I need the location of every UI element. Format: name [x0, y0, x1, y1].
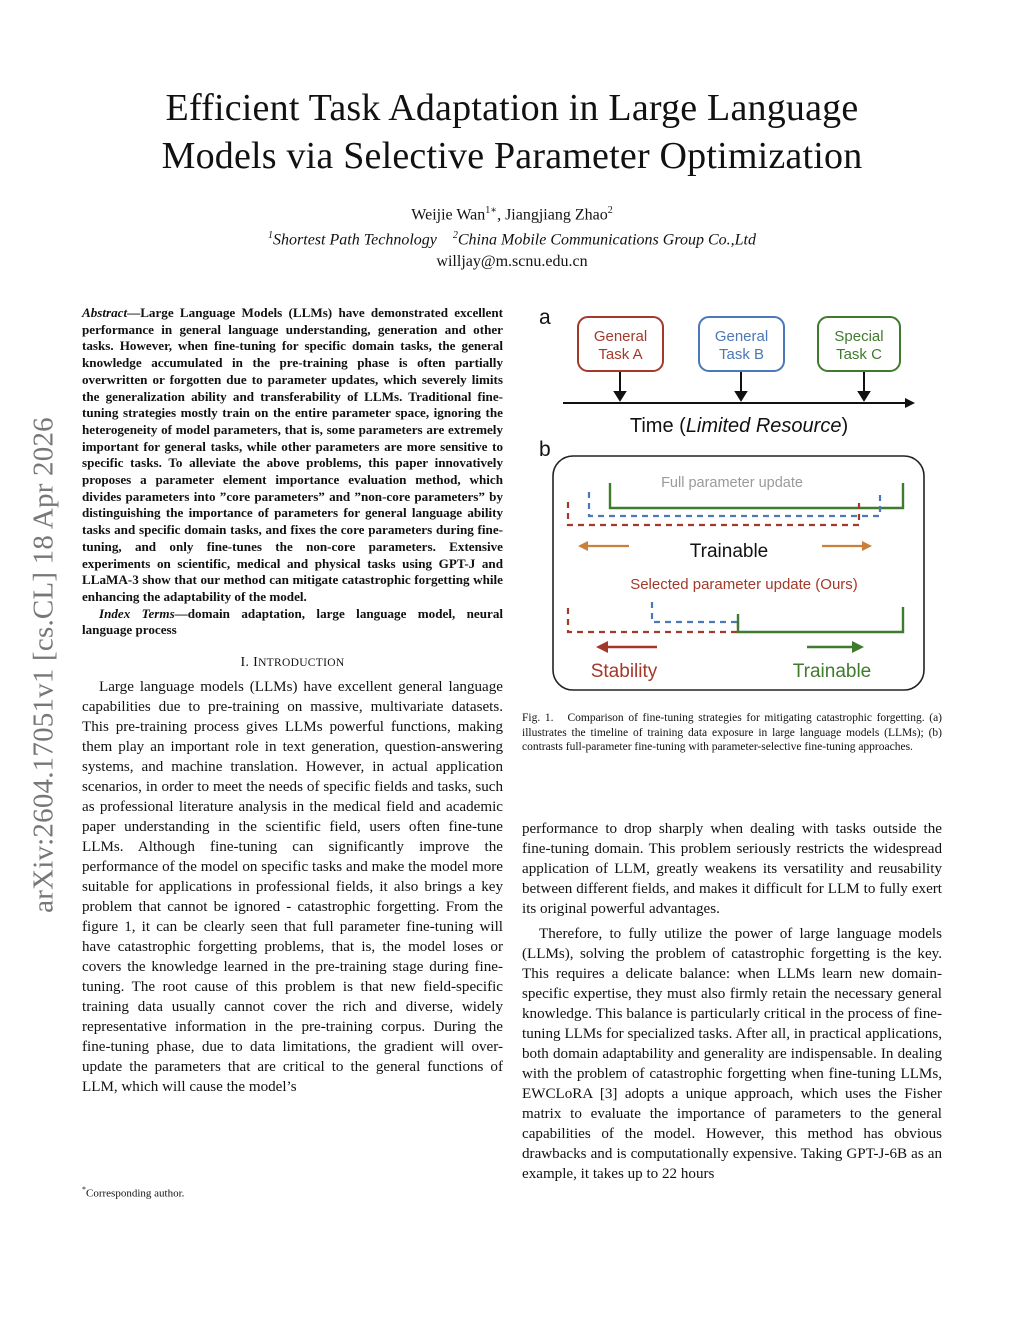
section-number: I. [240, 655, 254, 671]
affiliation-2: China Mobile Communications Group Co.,Ltd [457, 231, 756, 249]
panel-b-label: b [539, 438, 551, 461]
section-title-initial: I [253, 655, 259, 671]
affiliation-2-mark: 2 [452, 230, 458, 242]
figure-1-svg [522, 296, 942, 704]
author-2-mark: 2 [607, 205, 613, 216]
time-axis [563, 398, 915, 408]
arxiv-identifier-text: arXiv:2604.17051v1 [cs.CL] 18 Apr 2026 [27, 416, 60, 913]
paper-title [80, 84, 944, 180]
author-block [80, 200, 944, 272]
abstract [82, 305, 503, 606]
trainable-label-full: Trainable [689, 541, 769, 562]
timeline-down-arrows [615, 372, 869, 400]
footnote-mark: * [82, 1185, 86, 1194]
caption-text: Comparison of fine-tuning strategies for mitigating catastrophic forgetting. (a) illustrates the timeline of training data exposure in large language models (LLMs); (b) contrasts full-parameter fine-tuning with parameter-selective fine-tuning approaches. [522, 712, 942, 754]
section-title-rest: NTRODUCTION [258, 657, 345, 670]
caption-label: Fig. 1. [522, 712, 554, 724]
index-terms-lead: Index Terms [99, 605, 175, 621]
author-names [80, 200, 944, 225]
trainable-label-selected: Trainable [792, 661, 872, 682]
author-2: Jiangjiang Zhao [505, 206, 608, 224]
time-axis-label: Time (Limited Resource) [629, 415, 849, 437]
title-line-1: Efficient Task Adaptation in Large Language [165, 87, 859, 129]
section-heading-introduction [82, 655, 503, 671]
figure-caption [522, 711, 942, 755]
author-email: willjay@m.scnu.edu.cn [436, 252, 588, 270]
task-c-label-2: Task C [836, 346, 882, 363]
footnote-text: Corresponding author. [86, 1187, 185, 1200]
index-terms [82, 606, 503, 639]
right-column [522, 819, 942, 1184]
task-b-label-1: General [714, 328, 769, 345]
right-paragraph-1: performance to drop sharply when dealing with tasks outside the fine-tuning domain. This problem seriously restricts the widespread application of LLM, greatly weakens its versatility and reusability between different fields, and makes it difficult for LLM to fully exert its original powerful advantages. [522, 821, 942, 917]
task-a-label-1: General [593, 328, 648, 345]
title-line-2: Models via Selective Parameter Optimization [161, 135, 863, 177]
panel-b-frame [553, 456, 924, 690]
author-separator: , [497, 206, 506, 224]
author-1-mark: 1∗ [485, 205, 498, 216]
full-update-label: Full parameter update [661, 475, 803, 491]
selected-update-label: Selected parameter update (Ours) [630, 576, 858, 593]
abstract-lead: Abstract [82, 305, 128, 320]
right-paragraph-2: Therefore, to fully utilize the power of large language models (LLMs), solving the problem of catastrophic forgetting is the key. This requires a delicate balance: when LLMs learn new domain-specific expertise, they must also firmly retain the necessary general knowledge. This balance is particularly critical in the process of fine-tuning LLMs for specialized tasks. After all, in practical applications, both domain adaptability and generality are indispensable. In dealing with the problem of catastrophic forgetting when fine-tuning LLMs, EWCLoRA [3] adopts a unique approach, which uses the Fisher matrix to evaluate the importance of parameters to the general capabilities of the model. However, this method has obvious drawbacks and is computationally expensive. Taking GPT-J-6B as an example, it takes up to 22 hours [522, 926, 942, 1182]
intro-paragraph: Large language models (LLMs) have excellent general language capabilities due to pre-training on massive, multivariate datasets. This pre-training process gives LLMs powerful functions, making them play an important role in text generation, question-answering systems, and machine translation. However, in actual application scenarios, in order to meet the needs of specific fields and tasks, such as professional literature analysis in the medical field and academic paper understanding in the scientific field, users often fine-tune LLMs. Although fine-tuning can significantly improve the performance of the model on specific tasks and make the model more suitable for applications in professional fields, it also brings a key problem that cannot be ignored - catastrophic forgetting. From the figure 1, it can be clearly seen that full parameter fine-tuning will have catastrophic forgetting problems, that is, the model loses or covers the knowledge learned in the pre-training stage during fine-tuning. The root cause of this problem is that new field-specific training data usually cannot cover the rich and diverse, widely representative information in the pre-training corpus. During the fine-tuning phase, due to data limitations, the gradient will over-update the parameters that are critical to the general functions of LLM, which will cause the model’s [82, 679, 503, 1096]
abstract-text: —Large Language Models (LLMs) have demonstrated excellent performance in general language understanding, generation and other tasks. However, when fine-tuning for specific domain tasks, the general knowledge accumulated in the pre-training phase is often partially overwritten or forgotten due to parameter updates, which severely limits the generalization ability and transferability of LLMs. Traditional fine-tuning strategies mostly train on the entire parameter space, ignoring the heterogeneity of model parameters, that is, some parameters are extremely important for general tasks, while other parameters are more sensitive to specific tasks. To alleviate the above problems, this paper innovatively proposes a parameter element importance evaluation method, which divides parameters into ”core parameters” and ”non-core parameters” by distinguishing the importance of parameters for general language ability tasks and specific domain tasks, and fixes the core parameters during fine-tuning, and only fine-tunes the non-core parameters. Extensive experiments on scientific, medical and physical tasks using GPT-J and LLaMA-3 show that our method can mitigate catastrophic forgetting while enhancing the adaptability of the model. [82, 305, 503, 604]
left-column [82, 305, 503, 1097]
index-terms-text: —domain adaptation, large language model, neural language process [82, 605, 504, 638]
affiliations [80, 225, 944, 250]
stability-label: Stability [590, 661, 658, 682]
task-c-label-1: Special [834, 328, 884, 345]
affiliation-1: Shortest Path Technology [273, 231, 437, 249]
task-a-label-2: Task A [598, 346, 643, 363]
task-b-label-2: Task B [718, 346, 765, 363]
panel-a-label: a [539, 306, 551, 329]
figure-1 [522, 296, 942, 704]
affiliation-1-mark: 1 [268, 230, 274, 242]
footnote [82, 1185, 184, 1200]
arxiv-identifier [22, 372, 66, 957]
author-1: Weijie Wan [411, 206, 486, 224]
